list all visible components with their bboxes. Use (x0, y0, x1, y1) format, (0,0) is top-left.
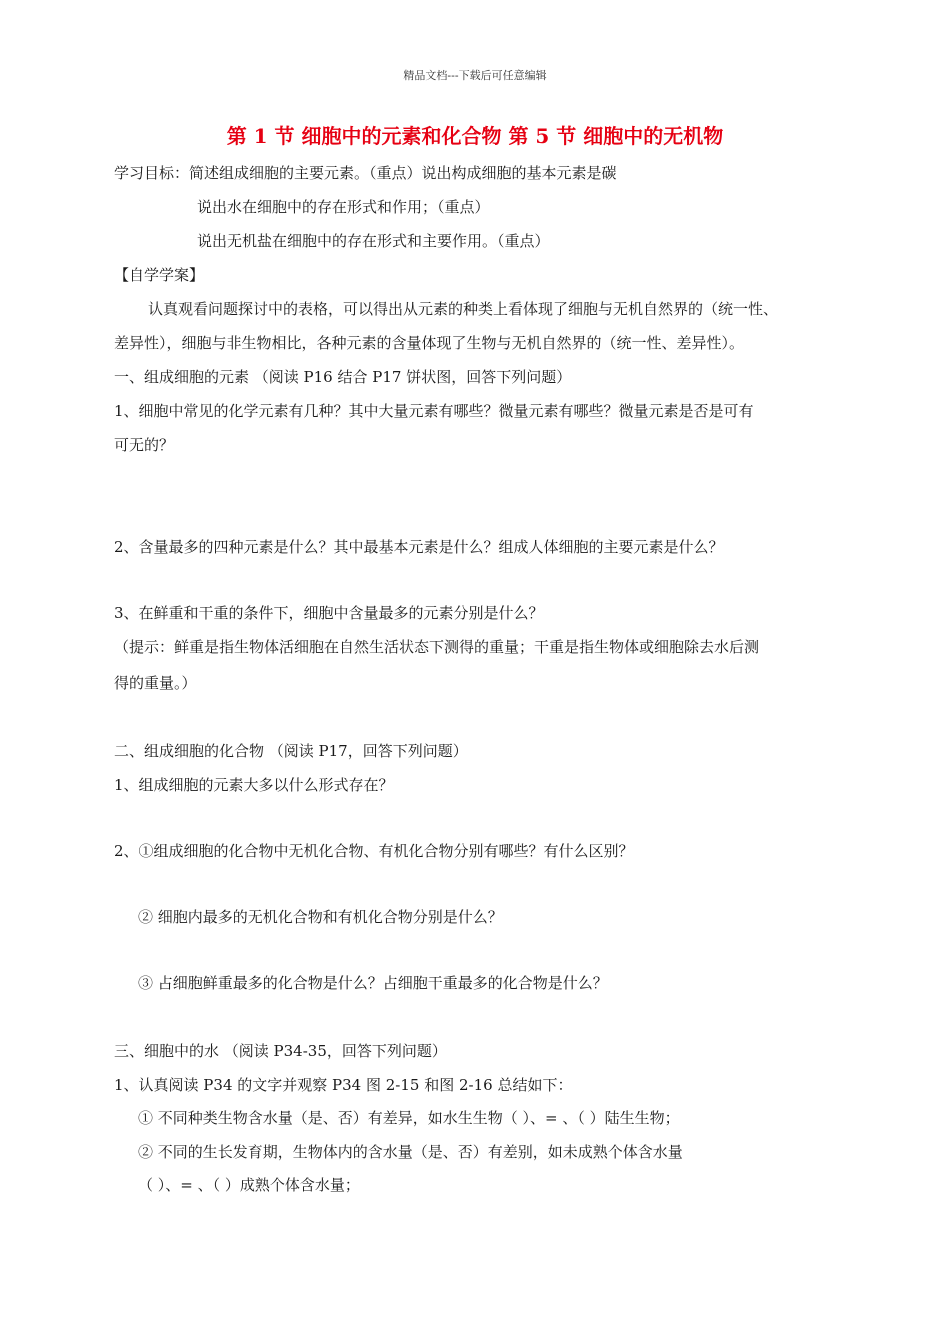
section-2-heading: 二、组成细胞的化合物 （阅读 P17，回答下列问题） (114, 742, 468, 760)
section-2-question-2c: ③ 占细胞鲜重最多的化合物是什么？占细胞干重最多的化合物是什么？ (138, 974, 608, 992)
section-1-question-1-line-1: 1、细胞中常见的化学元素有几种？其中大量元素有哪些？微量元素有哪些？微量元素是否是可有 (114, 402, 754, 420)
learning-goals-line-3: 说出无机盐在细胞中的存在形式和主要作用。（重点） (197, 232, 550, 250)
section-3-heading: 三、细胞中的水 （阅读 P34-35，回答下列问题） (114, 1042, 447, 1060)
section-2-question-2b: ② 细胞内最多的无机化合物和有机化合物分别是什么？ (138, 908, 503, 926)
self-study-heading: 【自学学案】 (114, 266, 205, 284)
section-3-item-1: ① 不同种类生物含水量（是、否）有差异，如水生生物（ ）、= 、（ ）陆生生物； (138, 1109, 680, 1127)
section-1-heading: 一、组成细胞的元素 （阅读 P16 结合 P17 饼状图，回答下列问题） (114, 368, 572, 386)
section-1-hint-line-1: （提示：鲜重是指生物体活细胞在自然生活状态下测得的重量；干重是指生物体或细胞除去水后测 (114, 638, 760, 656)
document-title: 第 1 节 细胞中的元素和化合物 第 5 节 细胞中的无机物 (226, 124, 724, 148)
section-1-hint-line-2: 得的重量。） (114, 674, 197, 692)
section-1-question-3: 3、在鲜重和干重的条件下，细胞中含量最多的元素分别是什么？ (114, 604, 544, 622)
intro-line-1: 认真观看问题探讨中的表格，可以得出从元素的种类上看体现了细胞与无机自然界的（统一性、 (148, 300, 779, 318)
section-3-item-2-line-1: ② 不同的生长发育期，生物体内的含水量（是、否）有差别，如未成熟个体含水量 (138, 1143, 683, 1161)
page-header: 精品文档---下载后可任意编辑 (403, 69, 547, 82)
section-2-question-1: 1、组成细胞的元素大多以什么形式存在？ (114, 776, 394, 794)
section-1-question-2: 2、含量最多的四种元素是什么？其中最基本元素是什么？组成人体细胞的主要元素是什么？ (114, 538, 724, 556)
section-3-item-2-line-2: （ ）、= 、（ ）成熟个体含水量； (138, 1176, 360, 1194)
intro-line-2: 差异性），细胞与非生物相比，各种元素的含量体现了生物与无机自然界的（统一性、差异性）。 (114, 334, 745, 352)
learning-goals-line-2: 说出水在细胞中的存在形式和作用；（重点） (197, 198, 490, 216)
section-2-question-2: 2、①组成细胞的化合物中无机化合物、有机化合物分别有哪些？有什么区别？ (114, 842, 634, 860)
section-1-question-1-line-2: 可无的？ (114, 436, 175, 454)
section-3-question-1: 1、认真阅读 P34 的文字并观察 P34 图 2-15 和图 2-16 总结如下： (114, 1076, 573, 1094)
learning-goals-line-1: 学习目标：简述组成细胞的主要元素。（重点）说出构成细胞的基本元素是碳 (114, 164, 617, 182)
